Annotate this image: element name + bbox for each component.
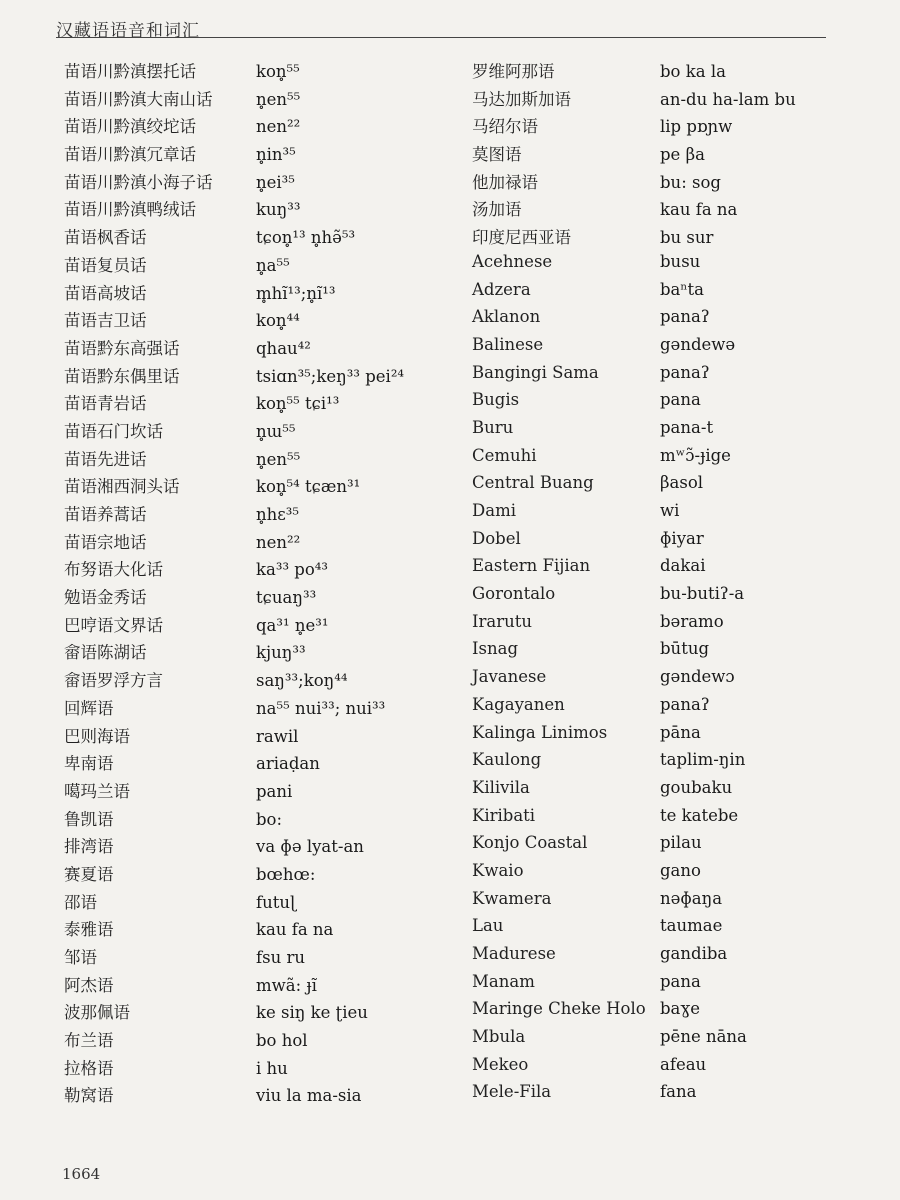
language-name: 苗语复员话 [64,255,147,275]
word-form: tɕon̥¹³ n̥hə̃⁵³ [256,228,356,248]
entry-row [64,667,464,695]
entry-row [472,501,892,529]
language-name: 回辉语 [64,698,114,718]
entry-row [64,916,464,944]
language-name: 布兰语 [64,1031,114,1051]
language-name: Lau [472,916,504,936]
word-form: qhau⁴² [256,338,311,358]
word-form: futuɭ [256,892,296,912]
word-form: βasol [660,473,704,493]
language-name: 阿杰语 [64,975,114,995]
word-form: bo ka la [660,62,726,81]
word-form: va ɸə lyat-an [256,837,364,857]
word-form: gano [660,860,701,880]
language-name: Buru [472,417,514,437]
entry-row [64,473,464,501]
entry-row [64,280,464,308]
language-name: Adzera [472,279,531,299]
word-form: m̥hĩ¹³;n̥ĩ¹³ [256,283,336,303]
entry-row [472,390,892,418]
language-name: 布努语大化话 [64,560,163,580]
word-form: kon̥⁵⁵ [256,62,300,81]
word-form: te katebe [660,805,739,825]
word-form: kau fa na [660,200,738,220]
word-form: ariaḍan [256,754,320,774]
running-head-title: 汉藏语语音和词汇 [56,21,200,41]
language-name: Acehnese [472,251,553,271]
word-form: baɣe [660,999,701,1019]
entry-row [64,778,464,806]
language-name: 苗语川黔滇摆托话 [64,62,196,81]
language-name: 畲语罗浮方言 [64,671,163,691]
language-name: Mekeo [472,1054,529,1074]
word-form: taumae [660,916,723,936]
entry-row [64,390,464,418]
word-form: pe βa [660,145,705,165]
entry-row [64,695,464,723]
language-name: 泰雅语 [64,920,114,940]
language-name: Aklanon [472,307,541,327]
entry-row [64,806,464,834]
language-name: 苗语青岩话 [64,394,147,414]
word-form: nen²² [256,532,301,552]
entry-row [472,639,892,667]
word-form: tsiɑn³⁵;keŋ³³ pei²⁴ [256,366,405,386]
entry-row [472,723,892,751]
entry-row [472,1055,892,1083]
language-name: 苗语黔东高强话 [64,338,180,358]
entry-row [472,307,892,335]
word-form: kon̥⁵⁵ tɕi¹³ [256,394,340,414]
word-form: n̥en⁵⁵ [256,89,301,109]
language-name: 罗维阿那语 [472,62,555,81]
word-form: n̥hɛ³⁵ [256,505,300,524]
language-name: 苗语养蒿话 [64,505,147,524]
word-form: n̥a⁵⁵ [256,255,290,275]
language-name: Balinese [472,334,544,354]
language-name: Konjo Coastal [472,833,588,853]
entry-row [472,446,892,474]
language-name: 畲语陈湖话 [64,643,147,663]
entry-row [64,889,464,917]
language-name: Manam [472,971,535,991]
language-name: 苗语川黔滇鸭绒话 [64,200,196,220]
word-form: kon̥⁴⁴ [256,311,300,331]
language-name: 苗语川黔滇冗章话 [64,145,196,165]
entry-row [472,916,892,944]
language-name: 苗语川黔滇小海子话 [64,172,213,192]
word-form: ɸiyar [660,528,704,548]
word-form: n̥in³⁵ [256,145,296,165]
word-form: kau fa na [256,920,334,940]
entry-row [64,750,464,778]
entry-row [472,889,892,917]
header-rule [56,37,826,38]
word-form: kuŋ³³ [256,200,301,220]
word-form: bœhœ: [256,864,316,884]
entry-row [472,833,892,861]
entry-row [472,418,892,446]
word-form: pani [256,781,293,801]
entry-row [472,196,892,224]
entry-row [472,695,892,723]
word-form: gəndewɔ [660,667,735,687]
language-name: 勒窝语 [64,1086,114,1106]
language-name: Kalinga Linimos [472,722,608,742]
entry-row [64,418,464,446]
word-form: lip pɒɲw [660,117,733,137]
word-form: dakai [660,556,706,576]
language-name: 噶玛兰语 [64,781,130,801]
entry-row [64,58,464,86]
word-form: gəndewə [660,334,736,354]
language-name: Bugis [472,390,520,410]
entry-row [472,224,892,252]
word-form: na⁵⁵ nui³³; nui³³ [256,698,386,718]
word-form: pēne nāna [660,1027,747,1047]
entry-row [64,556,464,584]
entry-row [472,280,892,308]
language-name: 苗语湘西洞头话 [64,477,180,497]
entry-row [64,999,464,1027]
language-name: 苗语高坡话 [64,283,147,303]
language-name: 邵语 [64,892,97,912]
word-form: viu la ma-sia [256,1086,362,1106]
entry-row [64,196,464,224]
word-form: n̥ei³⁵ [256,172,295,192]
word-form: bo: [256,809,283,829]
entry-row [472,667,892,695]
language-name: Mbula [472,1027,526,1047]
entry-row [472,584,892,612]
word-form: bu-butiʔ-a [660,584,745,604]
language-name: 苗语枫香话 [64,228,147,248]
language-name: Kagayanen [472,694,565,714]
language-name: 他加禄语 [472,172,538,192]
word-form: bu sur [660,228,714,248]
language-name: 印度尼西亚语 [472,228,571,248]
word-form: saŋ³³;koŋ⁴⁴ [256,671,348,691]
language-name: Isnag [472,639,519,659]
entry-row [64,1082,464,1110]
entry-row [64,833,464,861]
word-form: mwã: ɟĩ [256,975,317,995]
entry-row [64,141,464,169]
entry-row [64,612,464,640]
language-name: Eastern Fijian [472,556,591,576]
word-form: tɕuaŋ³³ [256,588,317,608]
language-name: 巴则海语 [64,726,130,746]
language-name: Kwamera [472,888,552,908]
entry-row [472,58,892,86]
word-form: ke siŋ ke ʈieu [256,1003,368,1023]
word-form: busu [660,251,701,271]
entry-row [64,335,464,363]
entry-row [472,1027,892,1055]
entry-row [472,252,892,280]
page-number: 1664 [62,1165,101,1183]
entry-row [472,529,892,557]
entry-row [472,86,892,114]
entry-row [472,806,892,834]
language-name: 苗语吉卫话 [64,311,147,331]
language-name: Cemuhi [472,445,537,465]
entry-row [472,169,892,197]
entry-row [64,723,464,751]
language-name: 苗语先进话 [64,449,147,469]
language-name: Kwaio [472,860,524,880]
language-name: 马达加斯加语 [472,89,571,109]
word-form: panaʔ [660,307,710,327]
entry-row [472,1082,892,1110]
language-name: 卑南语 [64,754,114,774]
language-name: Bangingi Sama [472,362,599,382]
language-name: 拉格语 [64,1058,114,1078]
language-name: Kaulong [472,750,542,770]
word-form: n̥en⁵⁵ [256,449,301,469]
language-name: 勉语金秀话 [64,588,147,608]
language-name: Irarutu [472,611,533,631]
word-form: panaʔ [660,694,710,714]
language-name: 邹语 [64,948,97,967]
entry-row [64,169,464,197]
entry-row [64,86,464,114]
word-form: pana [660,971,701,991]
entry-row [472,612,892,640]
language-name: 莫图语 [472,145,522,165]
entry-row [64,584,464,612]
right-column [472,58,892,1110]
language-name: Madurese [472,944,556,963]
language-name: Central Buang [472,473,594,493]
entry-row [472,113,892,141]
word-form: qa³¹ n̥e³¹ [256,615,329,635]
word-form: baⁿta [660,279,705,299]
word-form: an-du ha-lam bu [660,89,796,109]
entry-row [64,972,464,1000]
entry-row [64,529,464,557]
word-form: kon̥⁵⁴ tɕæn³¹ [256,477,361,497]
entry-row [472,473,892,501]
word-form: taplim-ŋin [660,750,746,770]
language-name: 苗语宗地话 [64,532,147,552]
word-form: nəɸaŋa [660,888,723,908]
entry-row [472,556,892,584]
word-form: gandiba [660,944,728,963]
entry-row [472,363,892,391]
entry-row [472,778,892,806]
word-form: mʷɔ̃-ɟige [660,445,731,465]
word-form: i hu [256,1058,288,1078]
language-name: Mele-Fila [472,1082,552,1102]
word-form: kjuŋ³³ [256,643,306,663]
entry-row [472,861,892,889]
word-form: rawil [256,726,299,746]
word-form: goubaku [660,777,733,797]
language-name: 巴哼语文界话 [64,615,163,635]
entry-row [472,999,892,1027]
entry-row [64,307,464,335]
entry-row [472,141,892,169]
language-name: Gorontalo [472,584,556,604]
entry-row [64,1027,464,1055]
word-form: fsu ru [256,948,305,967]
entry-row [64,113,464,141]
entry-row [64,224,464,252]
word-form: bo hol [256,1031,308,1051]
entry-row [472,750,892,778]
language-name: 排湾语 [64,837,114,857]
language-name: 苗语川黔滇大南山话 [64,89,213,109]
entry-row [64,944,464,972]
entry-row [64,861,464,889]
word-form: pana-t [660,417,714,437]
entry-row [64,1055,464,1083]
word-form: panaʔ [660,362,710,382]
left-column [64,58,464,1110]
language-name: 马绍尔语 [472,117,538,137]
word-form: wi [660,501,680,520]
word-form: bu: sog [660,172,721,192]
entry-row [472,944,892,972]
word-form: pāna [660,722,701,742]
language-name: 苗语石门坎话 [64,421,163,441]
language-name: Kilivila [472,777,530,797]
entry-row [472,972,892,1000]
language-name: Dobel [472,528,521,548]
language-name: 苗语川黔滇绞坨话 [64,117,196,137]
word-form: fana [660,1082,697,1102]
language-name: 赛夏语 [64,864,114,884]
entry-row [64,501,464,529]
language-name: Javanese [472,667,547,687]
entry-row [472,335,892,363]
entry-row [64,446,464,474]
entry-row [64,363,464,391]
word-form: pana [660,390,701,410]
language-name: Kiribati [472,805,536,825]
language-name: 苗语黔东偶里话 [64,366,180,386]
word-form: afeau [660,1054,707,1074]
entry-row [64,639,464,667]
word-form: n̥ɯ⁵⁵ [256,421,296,441]
language-name: Dami [472,501,516,520]
word-form: ka³³ po⁴³ [256,560,329,580]
language-name: 鲁凯语 [64,809,114,829]
language-name: 汤加语 [472,200,522,220]
word-form: būtug [660,639,710,659]
language-name: Maringe Cheke Holo [472,999,646,1019]
word-form: nen²² [256,117,301,137]
word-form: pilau [660,833,702,853]
entry-row [64,252,464,280]
language-name: 波那佩语 [64,1003,130,1023]
word-form: bəramo [660,611,724,631]
